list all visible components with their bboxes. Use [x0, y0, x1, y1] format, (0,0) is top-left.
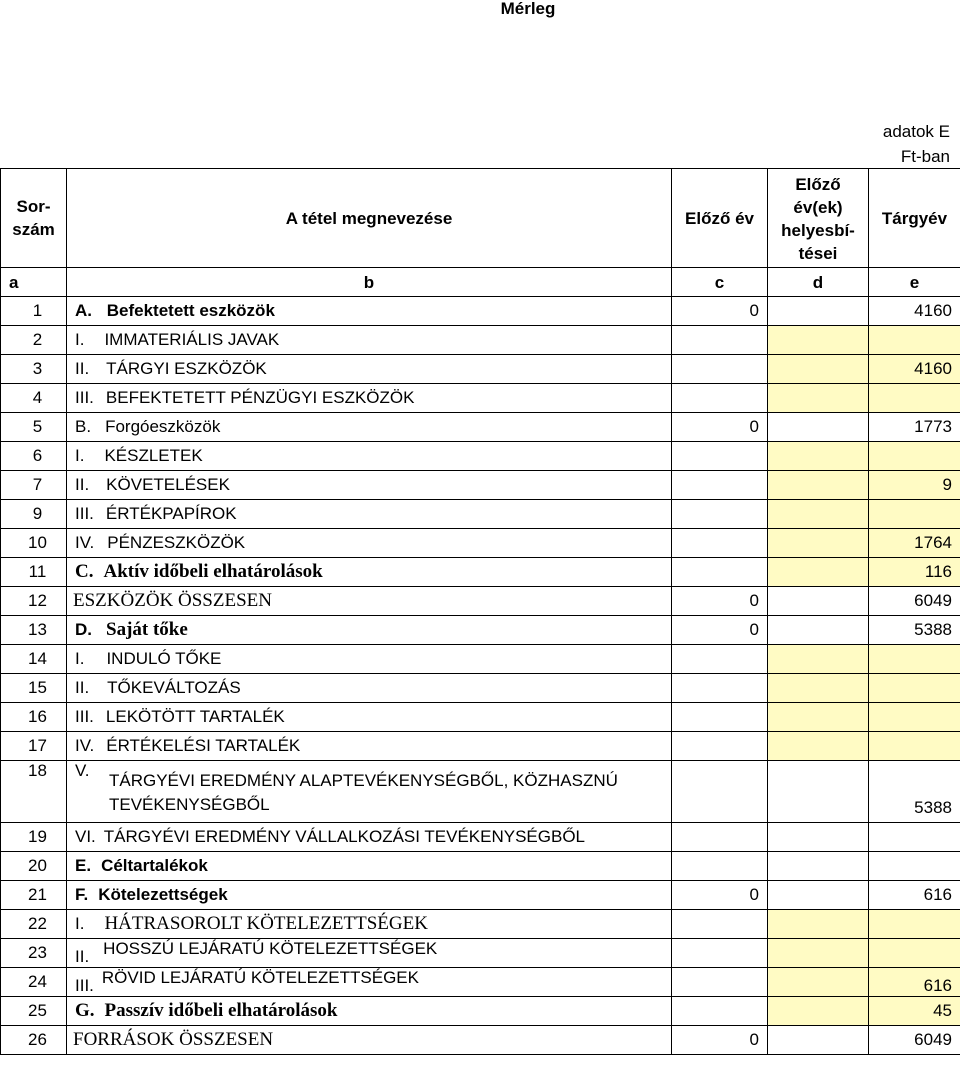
header-prev-year: Előző év: [672, 169, 768, 268]
current-year-value[interactable]: 9: [869, 471, 960, 500]
correction-value[interactable]: [768, 703, 869, 732]
prev-year-value[interactable]: [672, 645, 768, 674]
table-row: [1, 500, 960, 529]
prev-year-value[interactable]: [672, 674, 768, 703]
row-label-cell: [67, 297, 672, 326]
row-label-cell: [67, 326, 672, 355]
prev-year-value[interactable]: [672, 732, 768, 761]
row-number: 17: [1, 732, 67, 761]
current-year-value[interactable]: 616: [869, 968, 960, 997]
letter-a: a: [1, 268, 67, 297]
correction-value[interactable]: [768, 674, 869, 703]
row-number: 11: [1, 558, 67, 587]
letter-e: e: [869, 268, 960, 297]
row-label: Céltartalékok: [101, 856, 208, 875]
row-label: Passzív időbeli elhatárolások: [104, 1000, 338, 1021]
row-label-cell: [67, 939, 672, 968]
current-year-value[interactable]: [869, 939, 960, 968]
row-label: KÉSZLETEK: [104, 446, 203, 465]
header-corrections: [768, 169, 869, 268]
row-number: 3: [1, 355, 67, 384]
table-row: [1, 703, 960, 732]
row-label-cell: [67, 968, 672, 997]
row-number: 12: [1, 587, 67, 616]
current-year-value[interactable]: 116: [869, 558, 960, 587]
correction-value[interactable]: [768, 529, 869, 558]
current-year-value[interactable]: [869, 674, 960, 703]
row-label: INDULÓ TŐKE: [106, 649, 222, 668]
row-label: HÁTRASOROLT KÖTELEZETTSÉGEK: [104, 913, 428, 934]
header-sorszam-line2: szám: [12, 220, 55, 239]
current-year-value[interactable]: 5388: [869, 761, 960, 823]
prev-year-value[interactable]: [672, 529, 768, 558]
prev-year-value[interactable]: 0: [672, 297, 768, 326]
header-corr-line2: év(ek): [793, 198, 843, 217]
page-title: Mérleg: [500, 0, 556, 18]
row-number: 9: [1, 500, 67, 529]
row-code: V.: [75, 761, 90, 780]
row-label: Kötelezettségek: [98, 885, 228, 904]
current-year-value[interactable]: [869, 910, 960, 939]
prev-year-value[interactable]: [672, 500, 768, 529]
correction-value[interactable]: [768, 761, 869, 823]
row-label-continued: TEVÉKENYSÉGBŐL: [109, 795, 270, 814]
correction-value[interactable]: [768, 968, 869, 997]
table-row: [1, 761, 960, 823]
row-number: 4: [1, 384, 67, 413]
row-code: D.: [75, 620, 92, 639]
row-label-cell: [67, 761, 672, 823]
row-label: Aktív időbeli elhatárolások: [103, 561, 323, 582]
correction-value[interactable]: [768, 326, 869, 355]
row-label-cell: [67, 881, 672, 910]
correction-value[interactable]: [768, 413, 869, 442]
prev-year-value[interactable]: 0: [672, 881, 768, 910]
prev-year-value[interactable]: 0: [672, 413, 768, 442]
correction-value[interactable]: [768, 616, 869, 645]
row-number: 2: [1, 326, 67, 355]
header-corr-line4: tései: [798, 244, 838, 263]
prev-year-value[interactable]: 0: [672, 587, 768, 616]
table-row: [1, 968, 960, 997]
unit-note-line1: adatok E: [882, 122, 950, 141]
header-current-year: Tárgyév: [869, 169, 960, 268]
row-label-cell: [67, 703, 672, 732]
current-year-value[interactable]: [869, 500, 960, 529]
correction-value[interactable]: [768, 997, 869, 1026]
table-row: [1, 384, 960, 413]
row-code: VI.: [75, 827, 96, 846]
row-code: IV.: [75, 533, 95, 552]
correction-value[interactable]: [768, 297, 869, 326]
row-number: 18: [1, 761, 67, 823]
letter-row: [1, 268, 960, 297]
row-number: 26: [1, 1026, 67, 1055]
row-label-cell: [67, 823, 672, 852]
correction-value[interactable]: [768, 500, 869, 529]
row-label: TÁRGYÉVI EREDMÉNY VÁLLALKOZÁSI TEVÉKENYSÉGBŐL: [103, 827, 586, 846]
correction-value[interactable]: [768, 881, 869, 910]
row-label: ÉRTÉKELÉSI TARTALÉK: [106, 736, 301, 755]
current-year-value[interactable]: [869, 852, 960, 881]
prev-year-value[interactable]: [672, 910, 768, 939]
row-label: Forgóeszközök: [105, 417, 221, 436]
table-row: [1, 442, 960, 471]
current-year-value[interactable]: [869, 732, 960, 761]
row-code: E.: [75, 856, 92, 875]
row-code: III.: [75, 388, 94, 407]
row-number: 19: [1, 823, 67, 852]
row-label: LEKÖTÖTT TARTALÉK: [105, 707, 285, 726]
prev-year-value[interactable]: 0: [672, 616, 768, 645]
row-label-cell: [67, 997, 672, 1026]
table-row: [1, 413, 960, 442]
prev-year-value[interactable]: [672, 939, 768, 968]
row-number: 16: [1, 703, 67, 732]
row-number: 14: [1, 645, 67, 674]
row-label-cell: [67, 471, 672, 500]
row-label: ÉRTÉKPAPÍROK: [105, 504, 237, 523]
table-row: [1, 587, 960, 616]
table-row: [1, 852, 960, 881]
current-year-value[interactable]: [869, 703, 960, 732]
row-number: 24: [1, 968, 67, 997]
table-row: [1, 732, 960, 761]
table-row: [1, 674, 960, 703]
current-year-value[interactable]: 1773: [869, 413, 960, 442]
current-year-value[interactable]: [869, 645, 960, 674]
table-row: [1, 326, 960, 355]
row-label: TŐKEVÁLTOZÁS: [107, 678, 241, 697]
unit-note-line2: Ft-ban: [900, 147, 950, 166]
row-label-cell: [67, 413, 672, 442]
row-label-cell: [67, 732, 672, 761]
header-row: [1, 169, 960, 268]
row-label: RÖVID LEJÁRATÚ KÖTELEZETTSÉGEK: [101, 968, 419, 987]
current-year-value[interactable]: [869, 326, 960, 355]
header-sorszam-line1: Sor-: [16, 197, 51, 216]
correction-value[interactable]: [768, 1026, 869, 1055]
row-label: PÉNZESZKÖZÖK: [107, 533, 246, 552]
row-label: KÖVETELÉSEK: [106, 475, 230, 494]
row-number: 20: [1, 852, 67, 881]
row-label-cell: [67, 384, 672, 413]
current-year-value[interactable]: [869, 823, 960, 852]
correction-value[interactable]: [768, 645, 869, 674]
row-label: Saját tőke: [106, 619, 188, 640]
correction-value[interactable]: [768, 355, 869, 384]
correction-value[interactable]: [768, 852, 869, 881]
table-row: [1, 910, 960, 939]
header-sorszam: [1, 169, 67, 268]
current-year-value[interactable]: 616: [869, 881, 960, 910]
letter-b: b: [67, 268, 672, 297]
current-year-value[interactable]: 45: [869, 997, 960, 1026]
row-number: 7: [1, 471, 67, 500]
correction-value[interactable]: [768, 732, 869, 761]
current-year-value[interactable]: 5388: [869, 616, 960, 645]
row-code: I.: [75, 446, 85, 465]
table-row: [1, 471, 960, 500]
row-number: 6: [1, 442, 67, 471]
header-corr-line3: helyesbí-: [781, 221, 855, 240]
row-code: G.: [75, 1000, 95, 1021]
prev-year-value[interactable]: 0: [672, 1026, 768, 1055]
header-corr-line1: Előző: [795, 175, 841, 194]
correction-value[interactable]: [768, 823, 869, 852]
prev-year-value[interactable]: [672, 355, 768, 384]
prev-year-value[interactable]: [672, 968, 768, 997]
prev-year-value[interactable]: [672, 326, 768, 355]
row-label-cell: [67, 1026, 672, 1055]
table-row: [1, 1026, 960, 1055]
prev-year-value[interactable]: [672, 703, 768, 732]
row-code: II.: [75, 947, 90, 966]
row-number: 5: [1, 413, 67, 442]
row-code: II.: [75, 359, 90, 378]
row-label-cell: [67, 558, 672, 587]
correction-value[interactable]: [768, 471, 869, 500]
table-row: [1, 355, 960, 384]
prev-year-value[interactable]: [672, 442, 768, 471]
table-row: [1, 823, 960, 852]
header-name: A tétel megnevezése: [67, 169, 672, 268]
row-label-cell: [67, 645, 672, 674]
table-row: [1, 881, 960, 910]
current-year-value[interactable]: 4160: [869, 355, 960, 384]
row-code: II.: [75, 678, 90, 697]
correction-value[interactable]: [768, 939, 869, 968]
row-label: ESZKÖZÖK ÖSSZESEN: [73, 590, 272, 611]
row-code: A.: [75, 301, 92, 320]
table-row: [1, 645, 960, 674]
table-row: [1, 558, 960, 587]
row-label-cell: [67, 355, 672, 384]
row-number: 15: [1, 674, 67, 703]
current-year-value[interactable]: [869, 384, 960, 413]
row-number: 22: [1, 910, 67, 939]
prev-year-value[interactable]: [672, 852, 768, 881]
table-row: [1, 616, 960, 645]
correction-value[interactable]: [768, 910, 869, 939]
row-label: BEFEKTETETT PÉNZÜGYI ESZKÖZÖK: [105, 388, 415, 407]
table-row: [1, 297, 960, 326]
row-number: 13: [1, 616, 67, 645]
prev-year-value[interactable]: [672, 761, 768, 823]
row-code: B.: [75, 417, 92, 436]
row-code: I.: [75, 914, 85, 933]
correction-value[interactable]: [768, 442, 869, 471]
row-code: III.: [75, 707, 94, 726]
prev-year-value[interactable]: [672, 471, 768, 500]
row-number: 21: [1, 881, 67, 910]
correction-value[interactable]: [768, 384, 869, 413]
row-label-cell: [67, 910, 672, 939]
current-year-value[interactable]: 1764: [869, 529, 960, 558]
letter-d: d: [768, 268, 869, 297]
table-row: [1, 997, 960, 1026]
row-label: TÁRGYI ESZKÖZÖK: [106, 359, 267, 378]
current-year-value[interactable]: 4160: [869, 297, 960, 326]
row-label-cell: [67, 587, 672, 616]
row-label-cell: [67, 852, 672, 881]
current-year-value[interactable]: [869, 442, 960, 471]
prev-year-value[interactable]: [672, 384, 768, 413]
row-label: FORRÁSOK ÖSSZESEN: [73, 1029, 274, 1050]
row-number: 23: [1, 939, 67, 968]
prev-year-value[interactable]: [672, 823, 768, 852]
row-code: III.: [75, 976, 94, 995]
row-code: I.: [75, 330, 85, 349]
row-label: Befektetett eszközök: [106, 301, 275, 320]
row-code: III.: [75, 504, 94, 523]
row-code: IV.: [75, 736, 95, 755]
row-number: 10: [1, 529, 67, 558]
row-number: 1: [1, 297, 67, 326]
row-label: TÁRGYÉVI EREDMÉNY ALAPTEVÉKENYSÉGBŐL, KÖZHASZNÚ: [109, 771, 618, 790]
letter-c: c: [672, 268, 768, 297]
row-code: I.: [75, 649, 85, 668]
prev-year-value[interactable]: [672, 997, 768, 1026]
row-label: IMMATERIÁLIS JAVAK: [104, 330, 280, 349]
row-code: C.: [75, 561, 94, 582]
current-year-value[interactable]: 6049: [869, 587, 960, 616]
table-row: [1, 529, 960, 558]
balance-sheet-table: [0, 168, 960, 1055]
current-year-value[interactable]: 6049: [869, 1026, 960, 1055]
correction-value[interactable]: [768, 558, 869, 587]
row-code: II.: [75, 475, 90, 494]
row-label-cell: [67, 500, 672, 529]
row-label-cell: [67, 674, 672, 703]
row-label-cell: [67, 616, 672, 645]
row-number: 25: [1, 997, 67, 1026]
row-label: HOSSZÚ LEJÁRATÚ KÖTELEZETTSÉGEK: [103, 939, 438, 958]
row-code: F.: [75, 885, 89, 904]
row-label-cell: [67, 529, 672, 558]
correction-value[interactable]: [768, 587, 869, 616]
prev-year-value[interactable]: [672, 558, 768, 587]
row-label-cell: [67, 442, 672, 471]
table-row: [1, 939, 960, 968]
